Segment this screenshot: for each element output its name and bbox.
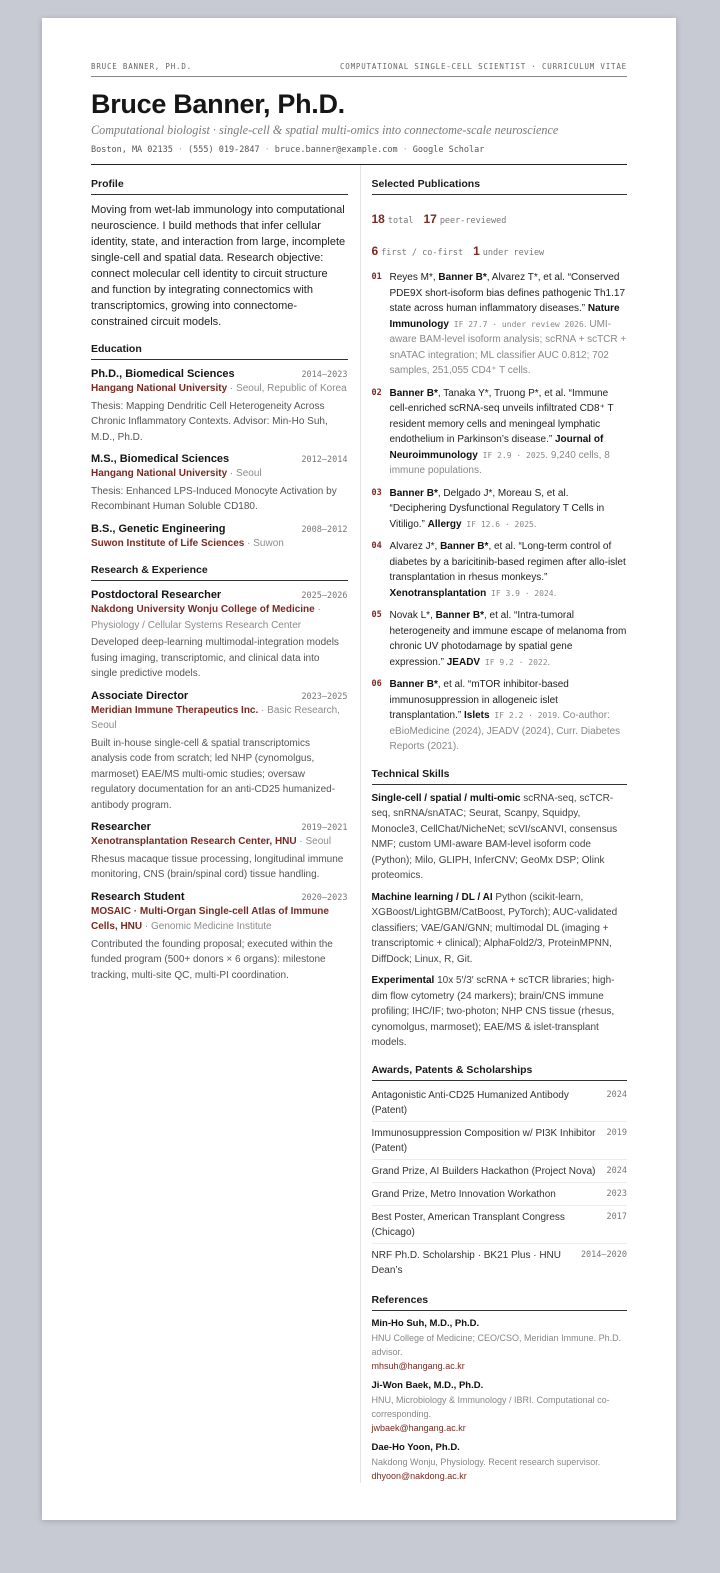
- awards-heading: Awards, Patents & Scholarships: [372, 1064, 628, 1081]
- skill-label: Experimental: [371, 975, 435, 986]
- citation-note: . 9,240 cells, 8 immune populations.: [389, 449, 610, 476]
- citation-lead-authors: Alvarez J*,: [389, 541, 441, 552]
- degree-title: B.S., Genetic Engineering: [91, 522, 226, 535]
- reference-item: [372, 1380, 628, 1435]
- experience-institution-line: [91, 602, 348, 633]
- citation-body: , et al. “mTOR inhibitor-based immunosuppression in allogeneic islet transplantation.”: [389, 679, 569, 721]
- profile-heading: Profile: [91, 178, 348, 195]
- education-entry-head: [91, 368, 348, 380]
- experience-detail: Rhesus macaque tissue processing, longitudinal immune monitoring, CNS (brain/spinal cord) tissue handling.: [91, 853, 344, 880]
- citation-journal: Xenotransplantation: [389, 587, 487, 599]
- skill-label: Machine learning / DL / AI: [371, 891, 493, 903]
- two-column-body: [91, 165, 627, 1483]
- award-title: Grand Prize, Metro Innovation Workathon: [371, 1188, 556, 1200]
- awards-list: [372, 1084, 628, 1281]
- citation-impact-year: IF 2.2 · 2019: [489, 711, 558, 720]
- education-dates: 2008–2012: [301, 524, 348, 535]
- institution-name: Hangang National University: [91, 468, 228, 479]
- skill-text: Python (scikit-learn, XGBoost/LightGBM/CatBoost, PyTorch); AUC-validated classifiers; VAE/GAN/GNN; multimodal DL (imaging + transcriptomic + clinical); AlphaFold2/3, ProteinMPNN, DiffDock; Linux, R, Git.: [371, 891, 618, 965]
- stat-number: 18: [371, 212, 385, 226]
- experience-entry: [91, 690, 348, 814]
- education-institution-line: [91, 381, 348, 397]
- publication-citation: [390, 608, 628, 670]
- citation-journal: Islets: [464, 710, 490, 721]
- citation-note: .: [533, 518, 537, 530]
- skills-list: [372, 791, 628, 1051]
- award-year: 2024: [606, 1089, 627, 1100]
- institution-location: · Seoul, Republic of Korea: [227, 383, 347, 394]
- publication-stats: [372, 204, 628, 268]
- degree-title: Ph.D., Biomedical Sciences: [91, 368, 235, 380]
- institution-name: Suwon Institute of Life Sciences: [91, 537, 245, 549]
- experience-detail: Built in-house single-cell & spatial transcriptomics analysis code from scratch; led NHP (cynomolgus, marmoset) EAE/MS multi-omic studies; oversaw regulatory documentation for an anti-CD25 humanized-antibody program.: [91, 737, 336, 811]
- education-entry: [91, 368, 348, 445]
- award-title: Antagonistic Anti-CD25 Humanized Antibody (Patent): [371, 1089, 569, 1116]
- contact-phone[interactable]: (555) 019-2847: [188, 145, 260, 155]
- experience-detail: Contributed the founding proposal; executed within the funded program (500+ donors × 6 organs): milestone tracking, multi-site QC, multi-PI coordination.: [91, 938, 333, 981]
- experience-entry: [91, 589, 348, 682]
- citation-self-author: Banner B*: [440, 541, 489, 552]
- publication-list: [372, 270, 628, 755]
- stat-number: 17: [423, 212, 437, 226]
- running-header-role: COMPUTATIONAL SINGLE-CELL SCIENTIST · CURRICULUM VITAE: [339, 62, 627, 71]
- experience-entry-head: [91, 690, 348, 702]
- experience-dates: 2023–2025: [301, 691, 348, 702]
- citation-self-author: Banner B*: [435, 610, 484, 621]
- institution-location: · Seoul: [227, 468, 262, 479]
- publication-citation: [390, 539, 628, 601]
- stat-label: under review: [482, 248, 545, 258]
- citation-lead-authors: Novak L*,: [389, 610, 436, 621]
- candidate-name: Bruce Banner, Ph.D.: [91, 89, 345, 119]
- citation-impact-year: IF 27.7 · under review 2026: [448, 319, 584, 329]
- reference-email[interactable]: dhyoon@nakdong.ac.kr: [371, 1470, 467, 1481]
- award-item: [372, 1244, 628, 1281]
- citation-self-author: Banner B*: [389, 387, 438, 399]
- running-header: [91, 62, 627, 77]
- education-entry: [91, 523, 348, 552]
- scholar-link[interactable]: Google Scholar: [412, 145, 485, 155]
- education-detail: Thesis: Mapping Dendritic Cell Heterogeneity Across Chronic Inflammatory Contexts. Advisor: Min-Ho Suh, M.D., Ph.D.: [91, 400, 328, 443]
- institution-location: · Seoul: [296, 836, 332, 847]
- stat-number: 6: [371, 244, 379, 258]
- institution-name: Nakdong University Wonju College of Medicine: [91, 604, 315, 615]
- reference-item: [372, 1442, 628, 1483]
- experience-institution-line: [91, 834, 348, 850]
- award-item: [372, 1183, 628, 1206]
- institution-name: Meridian Immune Therapeutics Inc.: [91, 704, 259, 716]
- publication-citation: [390, 386, 628, 479]
- citation-impact-year: IF 9.2 · 2022: [480, 657, 548, 667]
- publication-item: [372, 539, 628, 601]
- citation-impact-year: IF 3.9 · 2024: [486, 588, 554, 598]
- publication-number: 01: [371, 272, 382, 282]
- experience-dates: 2019–2021: [301, 823, 348, 833]
- education-institution-line: [91, 466, 348, 482]
- skill-text: scRNA-seq, scTCR-seq, snRNA/snATAC; Seurat, Scanpy, Squidpy, Monocle3, CellChat/NicheNet; scVI/scANVI, consensus NMF; custom UMI-aware BAM-level isoform code (Python); Milo, GLIPH, InferCNV; GeoMx DSP; Olink proteomics.: [371, 792, 618, 881]
- left-column: [91, 165, 361, 1483]
- publication-item: [372, 386, 628, 479]
- award-title: Immunosuppression Composition w/ PI3K Inhibitor (Patent): [371, 1127, 596, 1154]
- references-list: [372, 1318, 628, 1483]
- institution-name: Hangang National University: [91, 383, 228, 394]
- citation-body: , Tanaka Y*, Truong P*, et al. “Immune cell-enriched scRNA-seq unveils infiltrated CD8⁺ T resident memory cells and meningeal lymphatic endothelium in Parkinson’s disease.”: [389, 387, 614, 445]
- citation-impact-year: IF 2.9 · 2025: [477, 450, 546, 460]
- institution-location: · Suwon: [244, 537, 284, 549]
- institution-name: MOSAIC · Multi-Organ Single-cell Atlas of Immune Cells, HNU: [91, 905, 329, 932]
- reference-item: [372, 1318, 628, 1373]
- award-year: 2024: [606, 1165, 627, 1176]
- experience-institution-line: [91, 703, 348, 734]
- reference-name: Dae-Ho Yoon, Ph.D.: [371, 1441, 460, 1453]
- reference-name: Min-Ho Suh, M.D., Ph.D.: [371, 1317, 480, 1329]
- contact-location: Boston, MA 02135: [91, 145, 173, 155]
- skill-label: Single-cell / spatial / multi-omic: [371, 792, 521, 804]
- right-column: [361, 165, 628, 1483]
- reference-email[interactable]: mhsuh@hangang.ac.kr: [371, 1360, 465, 1371]
- citation-self-author: Banner B*: [438, 272, 487, 283]
- experience-entry-head: [91, 589, 348, 601]
- publication-number: 05: [371, 610, 382, 620]
- contact-email[interactable]: bruce.banner@example.com: [274, 145, 398, 155]
- skill-group: [372, 890, 628, 968]
- resume-page: [42, 18, 676, 1520]
- publication-item: [372, 270, 628, 379]
- experience-institution-line: [91, 904, 348, 935]
- experience-entry-head: [91, 891, 348, 903]
- award-year: 2017: [606, 1211, 627, 1222]
- publication-stat: [371, 212, 424, 226]
- reference-description: HNU College of Medicine; CEO/CSO, Meridian Immune. Ph.D. advisor.: [371, 1332, 622, 1357]
- publication-number: 03: [371, 487, 382, 498]
- experience-entry: [91, 821, 348, 883]
- publication-stat: [423, 212, 516, 226]
- tagline: Computational biologist · single-cell & spatial multi-omics into connectome-scale neuroscience: [91, 123, 559, 137]
- award-year: 2023: [606, 1188, 627, 1199]
- citation-note: . UMI-aware BAM-level isoform analysis; scRNA + scTCR + snATAC integration; ML classifier AUC 0.812; 702 samples, 251,055 CD4⁺ T cells.: [389, 318, 627, 376]
- reference-description: Nakdong Wonju, Physiology. Recent research supervisor.: [371, 1456, 601, 1467]
- publication-item: [372, 608, 628, 670]
- role-title: Postdoctoral Researcher: [91, 589, 222, 601]
- award-title: NRF Ph.D. Scholarship · BK21 Plus · HNU Dean’s: [371, 1249, 562, 1276]
- degree-title: M.S., Biomedical Sciences: [91, 453, 230, 465]
- citation-body: , Delgado J*, Moreau S, et al. “Deciphering Dysfunctional Regulatory T Cells in Vitiligo.”: [389, 487, 605, 530]
- role-title: Associate Director: [91, 689, 189, 702]
- profile-text: Moving from wet-lab immunology into computational neuroscience. I build methods that infer cellular identity, state, and interaction from large, incomplete single-cell and spatial data. Research objective: connect molecular cell identity to circuit structure and function by integrating connectomics with transcriptomics, growing into connectome-constrained circuit models.: [91, 204, 346, 328]
- reference-name: Ji-Won Baek, M.D., Ph.D.: [371, 1379, 484, 1391]
- skill-text: 10x 5′/3′ scRNA + scTCR libraries; high-dim flow cytometry (24 markers); brain/CNS immune profiling; IHC/IF; two-photon; NHP CNS tissue (rhesus, cynomolgus, marmoset); EAE/MS & islet-transplant models.: [371, 975, 615, 1048]
- award-item: [372, 1206, 628, 1244]
- stat-label: first / co-first: [381, 248, 464, 258]
- stat-number: 1: [473, 244, 480, 258]
- publication-number: 06: [371, 679, 382, 689]
- citation-journal: Journal of Neuroimmunology: [389, 434, 604, 461]
- contact-line: Boston, MA 02135 · (555) 019-2847 · bruce.banner@example.com · Google Scholar: [91, 145, 485, 155]
- experience-entry-head: [91, 821, 348, 833]
- institution-location: · Basic Research, Seoul: [91, 704, 340, 731]
- citation-lead-authors: Reyes M*,: [389, 272, 439, 283]
- award-item: [372, 1122, 628, 1160]
- publication-stat: [371, 244, 474, 258]
- experience-dates: 2025–2026: [301, 591, 348, 601]
- publication-item: [372, 486, 628, 533]
- reference-description: HNU, Microbiology & Immunology / IBRI. Computational co-corresponding.: [371, 1394, 610, 1419]
- running-header-name: BRUCE BANNER, PH.D.: [91, 62, 192, 71]
- publication-citation: [390, 270, 628, 379]
- citation-journal: Nature Immunology: [389, 303, 620, 330]
- citation-self-author: Banner B*: [389, 679, 438, 690]
- experience-dates: 2020–2023: [301, 892, 348, 903]
- publications-heading: Selected Publications: [372, 178, 628, 195]
- education-entry: [91, 453, 348, 515]
- citation-body: , et al. “Long-term control of diabetes by a baricitinib-based regimen after allo-islet transplantation in rhesus monkeys.”: [389, 541, 626, 583]
- citation-impact-year: IF 12.6 · 2025: [461, 519, 534, 529]
- award-year: 2014–2020: [580, 1249, 627, 1260]
- publication-number: 02: [371, 387, 382, 398]
- education-institution-line: [91, 536, 348, 552]
- skill-group: [372, 973, 628, 1051]
- education-detail: Thesis: Enhanced LPS-Induced Monocyte Activation by Recombinant Human Soluble CD180.: [91, 485, 337, 512]
- experience-detail: Developed deep-learning multimodal-integration models fusing imaging, transcriptomic, and clinical data into single predictive models.: [91, 637, 339, 679]
- citation-self-author: Banner B*: [389, 487, 438, 499]
- role-title: Researcher: [91, 821, 151, 833]
- award-year: 2019: [606, 1127, 627, 1138]
- references-heading: References: [372, 1294, 628, 1311]
- publication-citation: [390, 486, 628, 533]
- institution-name: Xenotransplantation Research Center, HNU: [91, 836, 297, 847]
- skills-heading: Technical Skills: [372, 768, 628, 785]
- publication-stat: [473, 244, 554, 258]
- citation-journal: JEADV: [446, 656, 481, 668]
- experience-entry: [91, 891, 348, 984]
- citation-note: . Co-author: eBioMedicine (2024), JEADV (2024), Curr. Diabetes Reports (2021).: [389, 710, 621, 752]
- education-dates: 2014–2023: [301, 370, 348, 380]
- publication-number: 04: [371, 541, 382, 551]
- education-dates: 2012–2014: [301, 455, 348, 465]
- citation-body: , Alvarez T*, et al. “Conserved PDE9X short-isoform bias defines pathogenic Th1.17 state across human inflammatory diseases.”: [389, 272, 626, 314]
- resume-content: [91, 62, 627, 1483]
- experience-list: [91, 589, 348, 983]
- citation-journal: Allergy: [427, 518, 462, 530]
- stat-label: total: [387, 216, 414, 226]
- education-list: [91, 368, 348, 551]
- reference-email[interactable]: jwbaek@hangang.ac.kr: [371, 1422, 466, 1433]
- citation-note: .: [547, 656, 551, 668]
- award-item: [372, 1160, 628, 1183]
- publication-citation: [390, 677, 628, 755]
- citation-note: .: [553, 587, 557, 599]
- citation-body: , et al. “Intra-tumoral heterogeneity and immune escape of melanoma from chronic UV photodamage by spatial gene expression.”: [389, 610, 627, 668]
- experience-heading: Research & Experience: [91, 564, 348, 581]
- skill-group: [372, 791, 628, 884]
- education-entry-head: [91, 523, 348, 535]
- education-heading: Education: [91, 343, 348, 360]
- education-entry-head: [91, 453, 348, 465]
- award-title: Best Poster, American Transplant Congress (Chicago): [371, 1211, 565, 1238]
- publication-item: [372, 677, 628, 755]
- role-title: Research Student: [91, 890, 185, 903]
- institution-location: · Genomic Medicine Institute: [142, 921, 272, 932]
- award-title: Grand Prize, AI Builders Hackathon (Project Nova): [371, 1165, 596, 1177]
- institution-location: · Physiology / Cellular Systems Research Center: [91, 604, 321, 631]
- stat-label: peer-reviewed: [439, 216, 507, 226]
- award-item: [372, 1084, 628, 1122]
